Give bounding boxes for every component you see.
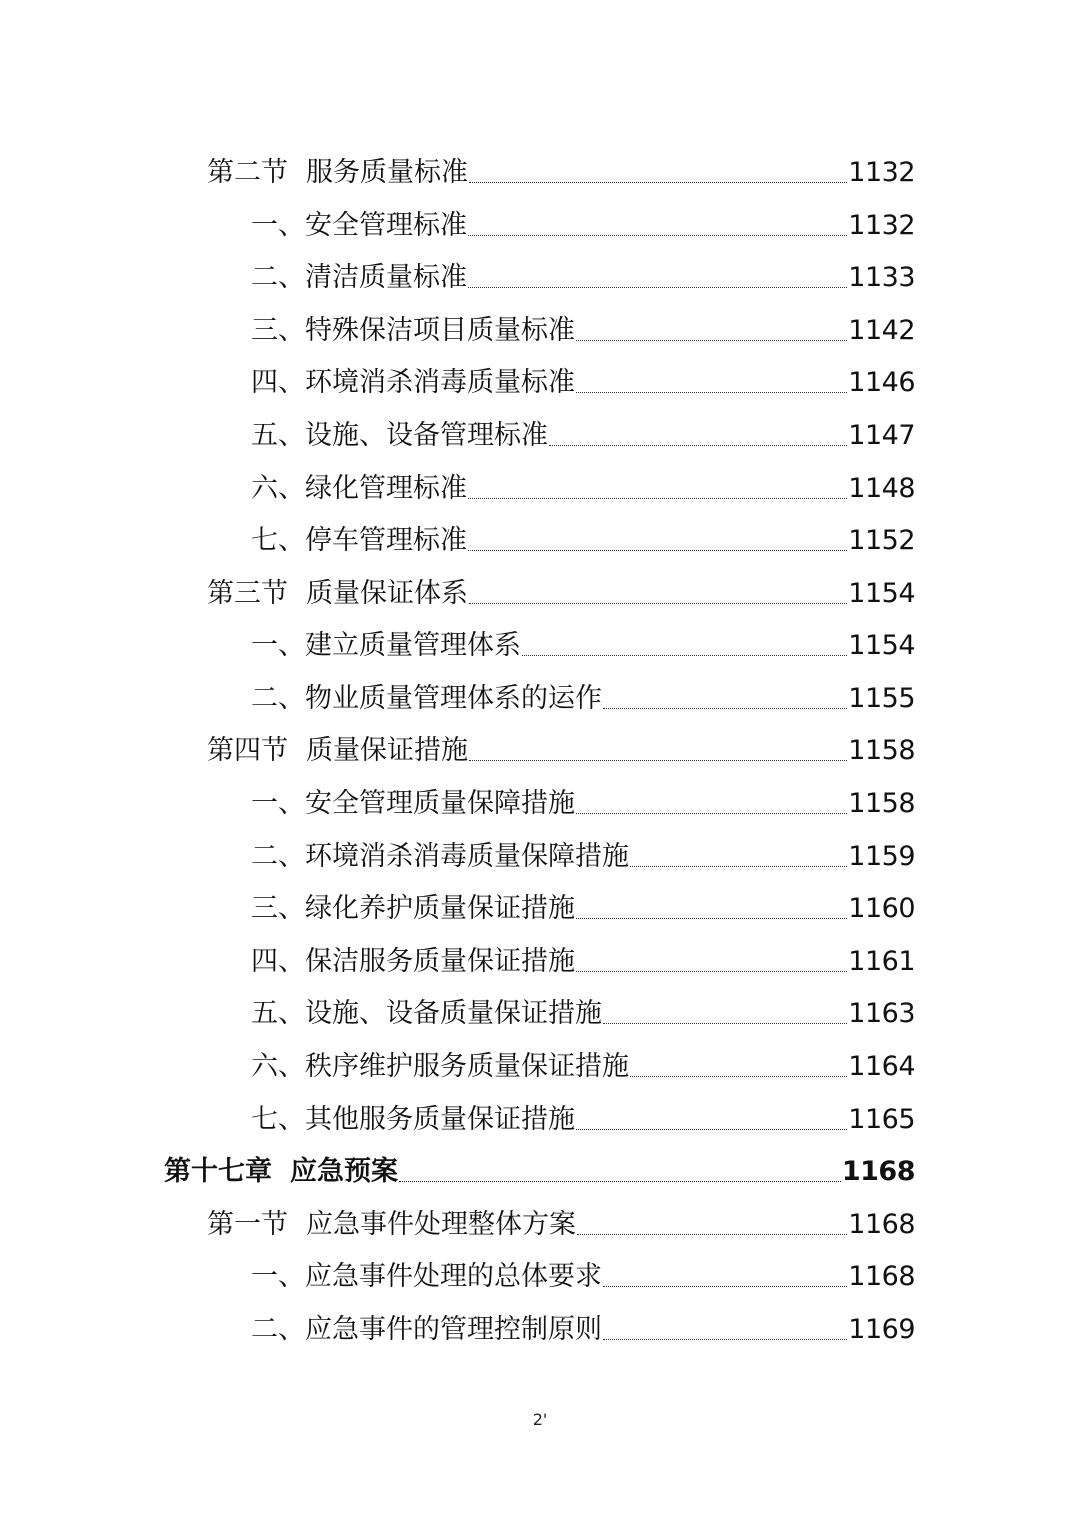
toc-item-entry[interactable] [251,1238,915,1290]
dot-leader [468,498,847,499]
toc-item-entry[interactable] [251,292,915,344]
dot-leader [468,287,847,288]
toc-entry-title [251,212,467,239]
toc-entry-number: 七、 [251,1104,305,1135]
toc-item-entry[interactable] [251,1081,915,1133]
toc-entry-page: 1133 [848,262,915,293]
toc-entry-number: 四、 [251,367,305,398]
toc-entry-text: 设施、设备质量保证措施 [305,998,602,1029]
dot-leader [399,1181,841,1182]
toc-entry-text: 设施、设备管理标准 [305,420,548,451]
toc-entry-title [251,264,467,291]
dot-leader [577,1234,847,1235]
toc-entry-number: 第四节 [207,735,288,766]
toc-item-entry[interactable] [251,870,915,922]
toc-entry-number: 一、 [251,788,305,819]
toc-entry-number: 六、 [251,1051,305,1082]
toc-entry-page: 1165 [848,1104,915,1135]
toc-entry-number: 一、 [251,210,305,241]
toc-entry-text: 环境消杀消毒质量标准 [305,367,575,398]
toc-entry-number: 二、 [251,683,305,714]
dot-leader [576,971,847,972]
toc-entry-text: 秩序维护服务质量保证措施 [305,1051,629,1082]
toc-entry-page: 1158 [848,735,915,766]
toc-entry-page: 1168 [848,1209,915,1240]
dot-leader [468,550,847,551]
toc-entry-title [207,580,468,607]
toc-entry-title [251,475,467,502]
toc-item-entry[interactable] [251,1291,915,1343]
toc-entry-page: 1148 [848,473,915,504]
toc-entry-text: 停车管理标准 [305,525,467,556]
dot-leader [576,813,847,814]
toc-entry-number: 五、 [251,998,305,1029]
toc-entry-title [251,1000,602,1027]
toc-entry-title [207,737,468,764]
toc-entry-text: 应急事件处理整体方案 [306,1209,576,1240]
dot-leader [603,708,847,709]
toc-entry-number: 三、 [251,893,305,924]
toc-entry-title [251,948,575,975]
toc-entry-number: 二、 [251,1314,305,1345]
toc-item-entry[interactable] [251,239,915,291]
toc-entry-title [251,895,575,922]
toc-entry-number: 四、 [251,946,305,977]
toc-entry-page: 1160 [848,893,915,924]
toc-entry-number: 五、 [251,420,305,451]
toc-item-entry[interactable] [251,607,915,659]
toc-entry-number: 一、 [251,1261,305,1292]
dot-leader [603,1339,847,1340]
dot-leader [469,182,847,183]
page-number: 2' [532,1410,548,1429]
toc-entry-page: 1146 [848,367,915,398]
toc-entry-page: 1155 [848,683,915,714]
toc-item-entry[interactable] [251,450,915,502]
toc-entry-title [251,422,548,449]
toc-entry-title [251,317,575,344]
toc-entry-text: 绿化管理标准 [305,473,467,504]
toc-entry-text: 安全管理标准 [305,210,467,241]
toc-item-entry[interactable] [251,975,915,1027]
toc-item-entry[interactable] [251,502,915,554]
toc-entry-page: 1132 [848,210,915,241]
toc-entry-number: 第十七章 [164,1156,272,1187]
dot-leader [630,866,847,867]
toc-entry-text: 应急事件的管理控制原则 [305,1314,602,1345]
dot-leader [549,445,847,446]
toc-entry-page: 1163 [848,998,915,1029]
dot-leader [522,655,847,656]
toc-section-entry[interactable] [207,555,915,607]
toc-entry-text: 绿化养护质量保证措施 [305,893,575,924]
toc-entry-title [251,843,629,870]
toc-entry-title [251,632,521,659]
toc-entry-page: 1142 [848,315,915,346]
dot-leader [603,1286,847,1287]
toc-entry-page: 1169 [848,1314,915,1345]
dot-leader [469,603,847,604]
toc-entry-page: 1159 [848,841,915,872]
toc-entry-number: 二、 [251,262,305,293]
dot-leader [630,1076,847,1077]
toc-entry-title [251,790,575,817]
toc-item-entry[interactable] [251,923,915,975]
toc-entry-text: 特殊保洁项目质量标准 [305,315,575,346]
toc-entry-text: 环境消杀消毒质量保障措施 [305,841,629,872]
toc-entry-title [207,1211,576,1238]
toc-entry-title [251,527,467,554]
dot-leader [576,340,847,341]
toc-section-entry[interactable] [207,712,915,764]
toc-entry-page: 1161 [848,946,915,977]
toc-entry-text: 其他服务质量保证措施 [305,1104,575,1135]
toc-entry-title [164,1158,398,1185]
toc-item-entry[interactable] [251,187,915,239]
dot-leader [576,918,847,919]
toc-entry-page: 1147 [848,420,915,451]
toc-entry-text: 清洁质量标准 [305,262,467,293]
toc-item-entry[interactable] [251,765,915,817]
dot-leader [469,760,847,761]
toc-entry-title [251,369,575,396]
toc-entry-number: 六、 [251,473,305,504]
toc-entry-page: 1168 [848,1261,915,1292]
dot-leader [603,1023,847,1024]
toc-entry-title [251,1053,629,1080]
toc-entry-text: 保洁服务质量保证措施 [305,946,575,977]
toc-entry-number: 一、 [251,630,305,661]
toc-entry-number: 七、 [251,525,305,556]
toc-entry-page: 1168 [841,1156,915,1187]
toc-entry-text: 服务质量标准 [306,157,468,188]
toc-entry-page: 1158 [848,788,915,819]
toc-entry-number: 三、 [251,315,305,346]
toc-entry-text: 质量保证措施 [306,735,468,766]
toc-entry-number: 第三节 [207,578,288,609]
toc-item-entry[interactable] [251,397,915,449]
toc-entry-title [251,1263,602,1290]
toc-entry-page: 1152 [848,525,915,556]
toc-entry-number: 二、 [251,841,305,872]
toc-entry-title [207,159,468,186]
toc-entry-text: 安全管理质量保障措施 [305,788,575,819]
toc-entry-text: 建立质量管理体系 [305,630,521,661]
toc-entry-page: 1164 [848,1051,915,1082]
toc-item-entry[interactable] [251,1028,915,1080]
toc-entry-text: 应急事件处理的总体要求 [305,1261,602,1292]
dot-leader [576,392,847,393]
dot-leader [576,1129,847,1130]
toc-chapter-entry[interactable] [164,1133,915,1185]
toc-entry-text: 物业质量管理体系的运作 [305,683,602,714]
toc-entry-title [251,685,602,712]
toc-entry-number: 第一节 [207,1209,288,1240]
toc-item-entry[interactable] [251,344,915,396]
toc-entry-page: 1154 [848,578,915,609]
toc-entry-title [251,1106,575,1133]
toc-entry-page: 1132 [848,157,915,188]
dot-leader [468,235,847,236]
toc-item-entry[interactable] [251,818,915,870]
toc-entry-title [251,1316,602,1343]
toc-entry-number: 第二节 [207,157,288,188]
toc-item-entry[interactable] [251,660,915,712]
toc-entry-text: 应急预案 [290,1156,398,1187]
toc-entry-text: 质量保证体系 [306,578,468,609]
toc-section-entry[interactable] [207,1186,915,1238]
toc-section-entry[interactable] [207,134,915,186]
toc-entry-page: 1154 [848,630,915,661]
